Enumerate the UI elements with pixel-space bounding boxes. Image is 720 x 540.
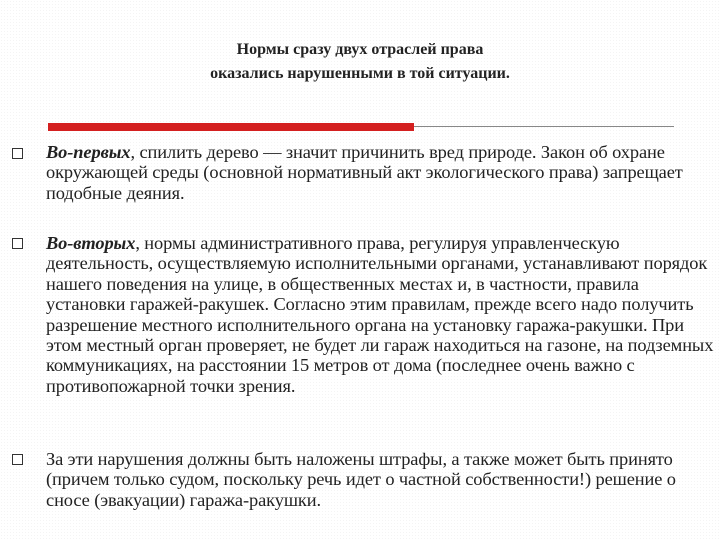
list-item-text: , спилить дерево — значит причинить вред природе. Закон об охране окружающей среды (основной нормативный акт экологического права) запрещает подобные деяния.	[46, 142, 683, 203]
slide-title-line-1: Нормы сразу двух отраслей права	[236, 41, 484, 58]
list-item-lead: Во-вторых	[46, 233, 136, 253]
slide-title-line-2: оказались нарушенными в той ситуации.	[210, 65, 510, 82]
hollow-square-bullet-icon	[12, 238, 23, 249]
list-item	[46, 142, 714, 203]
list-item-text: За эти нарушения должны быть наложены штрафы, а также может быть принято (причем только судом, поскольку речь идет о частной собственности!) решение о сносе (эвакуации) гаража-ракушки.	[46, 449, 676, 510]
list-item-lead: Во-первых	[46, 142, 131, 162]
hollow-square-bullet-icon	[12, 148, 23, 159]
list-item-text: , нормы административного права, регулируя управленческую деятельность, осуществляемую исполнительными органами, устанавливают порядок нашего поведения на улице, в общественных местах и, в частности, правила установки гаражей-ракушек. Согласно этим правилам, прежде всего надо получить разрешение местного исполнительного органа на установку гаража-ракушки. При этом местный орган проверяет, не будет ли гараж находиться на газоне, на подземных коммуникациях, на расстоянии 15 метров от дома (последнее очень важно с противопожарной точки зрения.	[46, 233, 714, 396]
title-divider-line	[414, 126, 674, 127]
title-divider-accent	[48, 123, 414, 131]
slide-title	[0, 38, 720, 86]
list-item	[46, 233, 714, 396]
list-item	[46, 449, 714, 510]
hollow-square-bullet-icon	[12, 454, 23, 465]
